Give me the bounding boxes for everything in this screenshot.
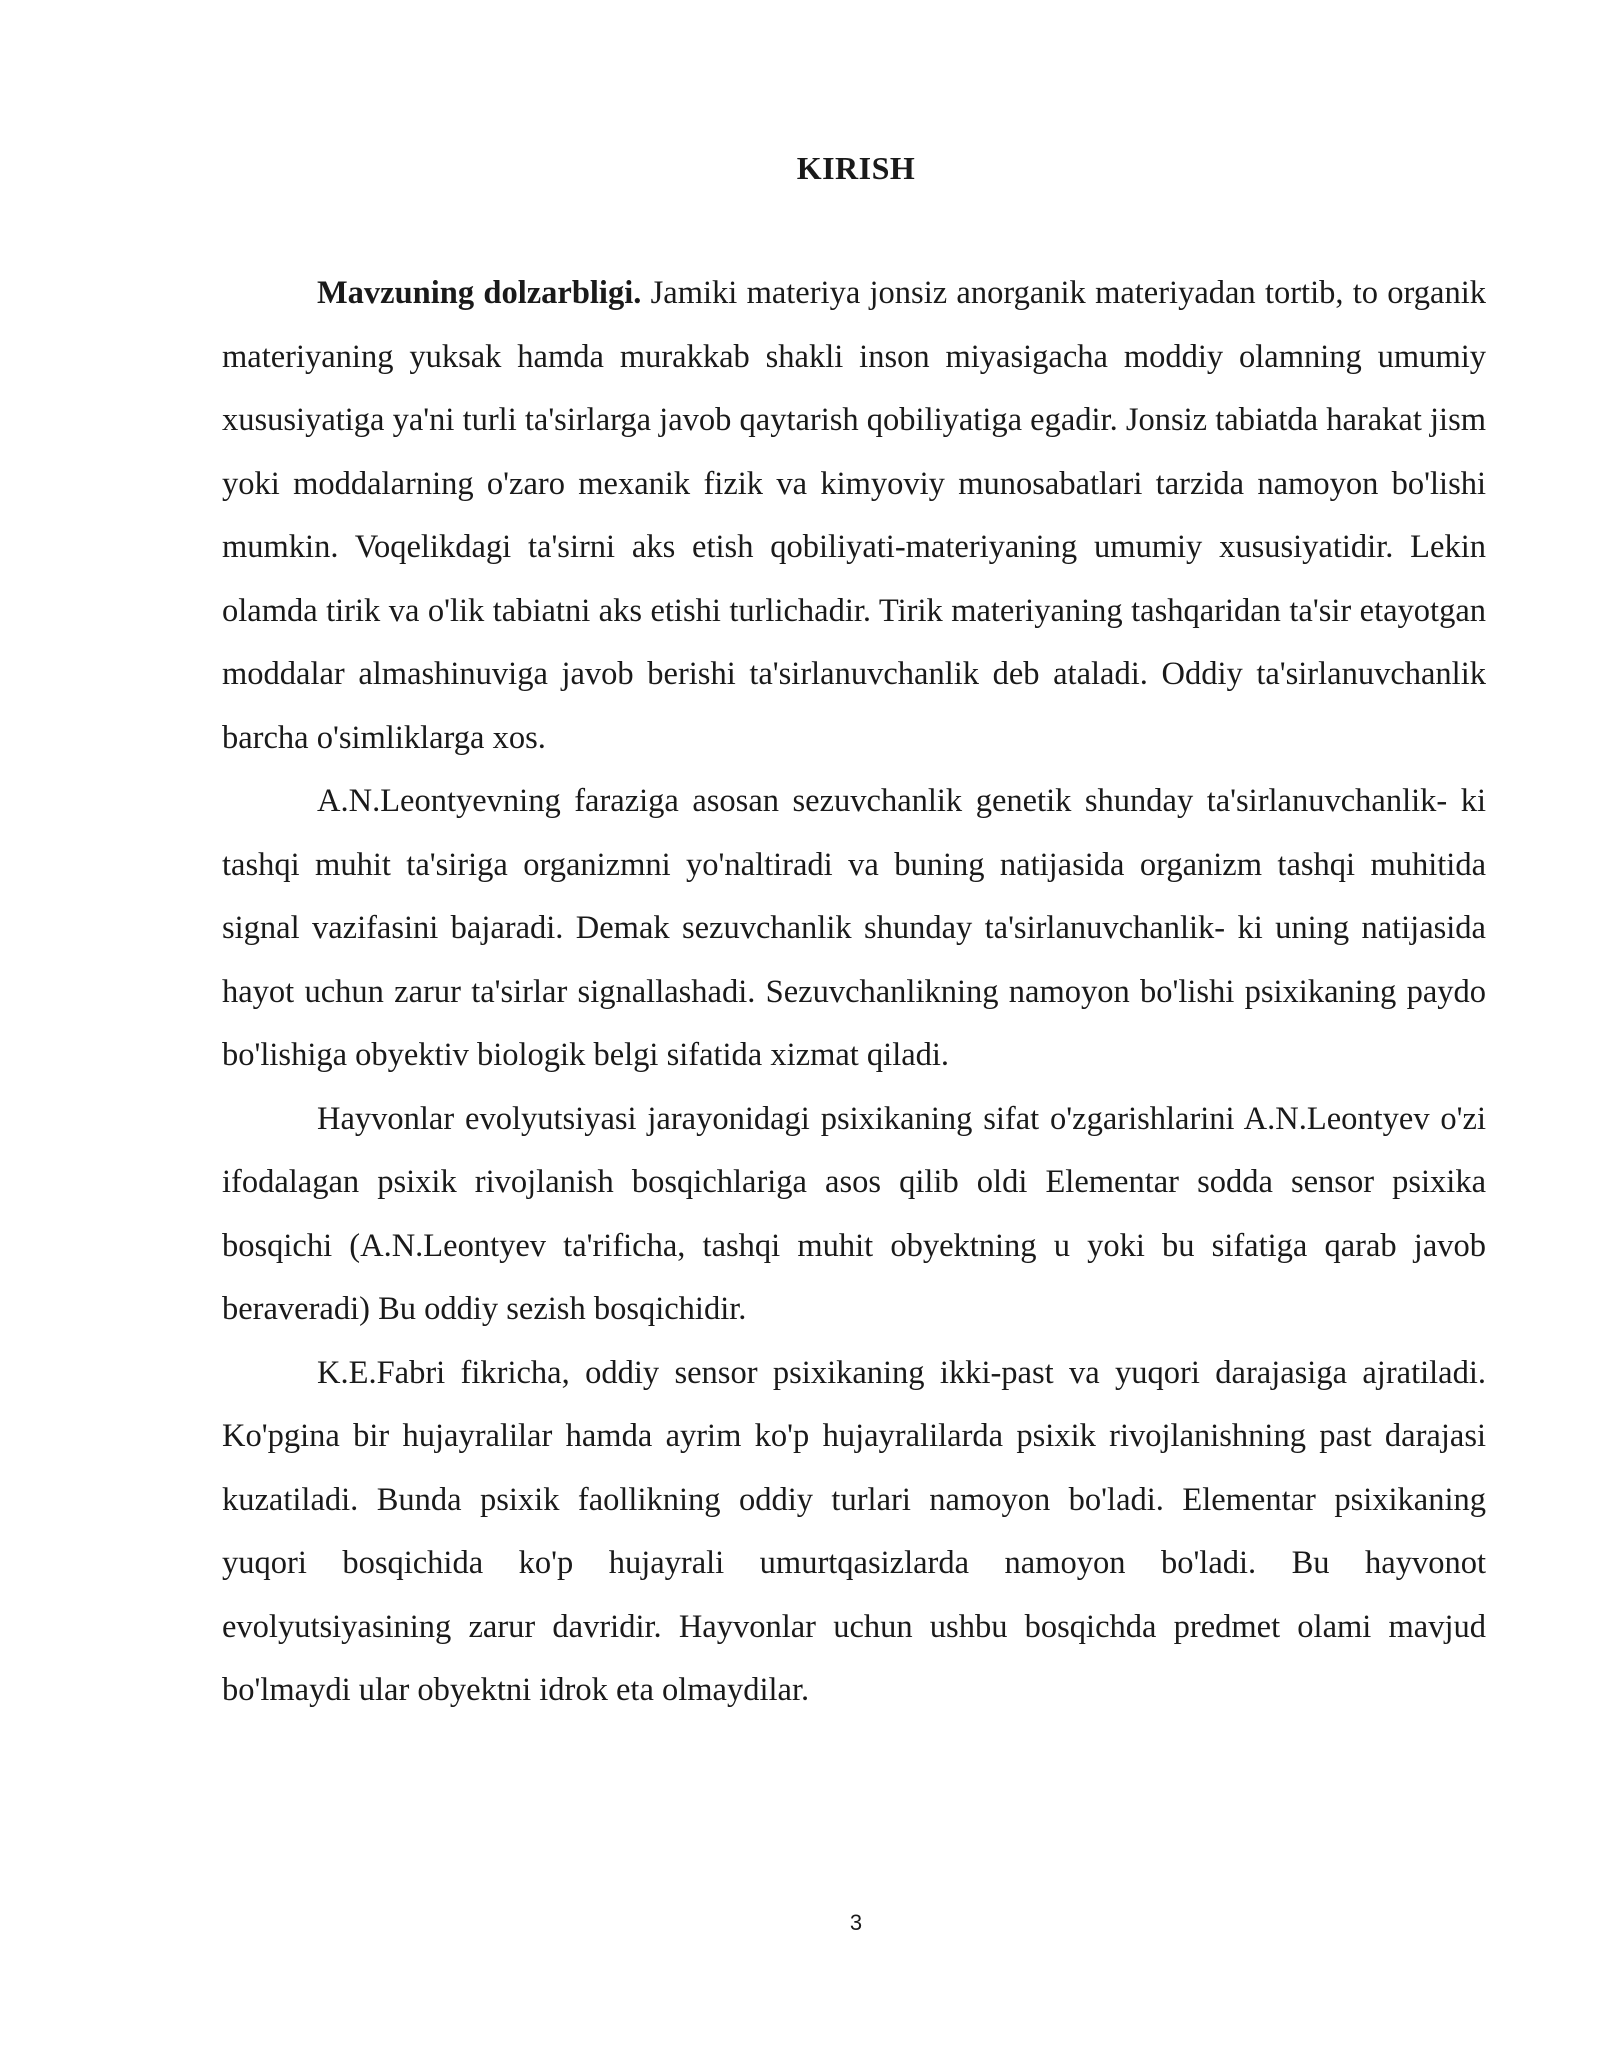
page-number: 3 xyxy=(849,1910,863,1935)
paragraph-lead: Mavzuning dolzarbligi. xyxy=(317,275,642,311)
paragraph-text: Hayvonlar evolyutsiyasi jarayonidagi psixikaning sifat o'zgarishlarini A.N.Leontyev o'zi ifodalagan psixik rivojlanish bosqichlariga asos qilib oldi Elementar sodda sensor psixika bosqichi (A.N.Leontyev ta'rificha, tashqi muhit obyektning u yoki bu sifatiga qarab javob beraveradi) Bu oddiy sezish bosqichidir. xyxy=(222,1100,1486,1327)
paragraph-text: Jamiki materiya jonsiz anorganik materiyadan tortib, to organik materiyaning yuksak hamda murakkab shakli inson miyasigacha moddiy olamning umumiy xususiyatiga ya'ni turli ta'sirlarga javob qaytarish qobiliyatiga egadir. Jonsiz tabiatda harakat jism yoki moddalarning o'zaro mexanik fizik va kimyoviy munosabatlari tarzida namoyon bo'lishi mumkin. Voqelikdagi ta'sirni aks etish qobiliyati-materiyaning umumiy xususiyatidir. Lekin olamda tirik va o'lik tabiatni aks etishi turlichadir. Tirik materiyaning tashqaridan ta'sir etayotgan moddalar almashinuviga javob berishi ta'sirlanuvchanlik deb ataladi. Oddiy ta'sirlanuvchanlik barcha o'simliklarga xos. xyxy=(222,275,1486,756)
paragraph-leontyev xyxy=(222,770,1486,1088)
page-title: KIRISH xyxy=(796,150,916,186)
paragraph-evolution xyxy=(222,1088,1486,1342)
document-body xyxy=(222,262,1486,1723)
paragraph-fabri xyxy=(222,1342,1486,1723)
paragraph-text: A.N.Leontyevning faraziga asosan sezuvchanlik genetik shunday ta'sirlanuvchanlik- ki tashqi muhit ta'siriga organizmni yo'naltiradi va buning natijasida organizm tashqi muhitida signal vazifasini bajaradi. Demak sezuvchanlik shunday ta'sirlanuvchanlik- ki uning natijasida hayot uchun zarur ta'sirlar signallashadi. Sezuvchanlikning namoyon bo'lishi psixikaning paydo bo'lishiga obyektiv biologik belgi sifatida xizmat qiladi. xyxy=(222,783,1486,1073)
paragraph-relevance xyxy=(222,262,1486,770)
paragraph-text: K.E.Fabri fikricha, oddiy sensor psixikaning ikki-past va yuqori darajasiga ajratiladi. Ko'pgina bir hujayralilar hamda ayrim ko'p hujayralilarda psixik rivojlanishning past darajasi kuzatiladi. Bunda psixik faollikning oddiy turlari namoyon bo'ladi. Elementar psixikaning yuqori bosqichida ko'p hujayrali umurtqasizlarda namoyon bo'ladi. Bu hayvonot evolyutsiyasining zarur davridir. Hayvonlar uchun ushbu bosqichda predmet olami mavjud bo'lmaydi ular obyektni idrok eta olmaydilar. xyxy=(222,1354,1486,1708)
